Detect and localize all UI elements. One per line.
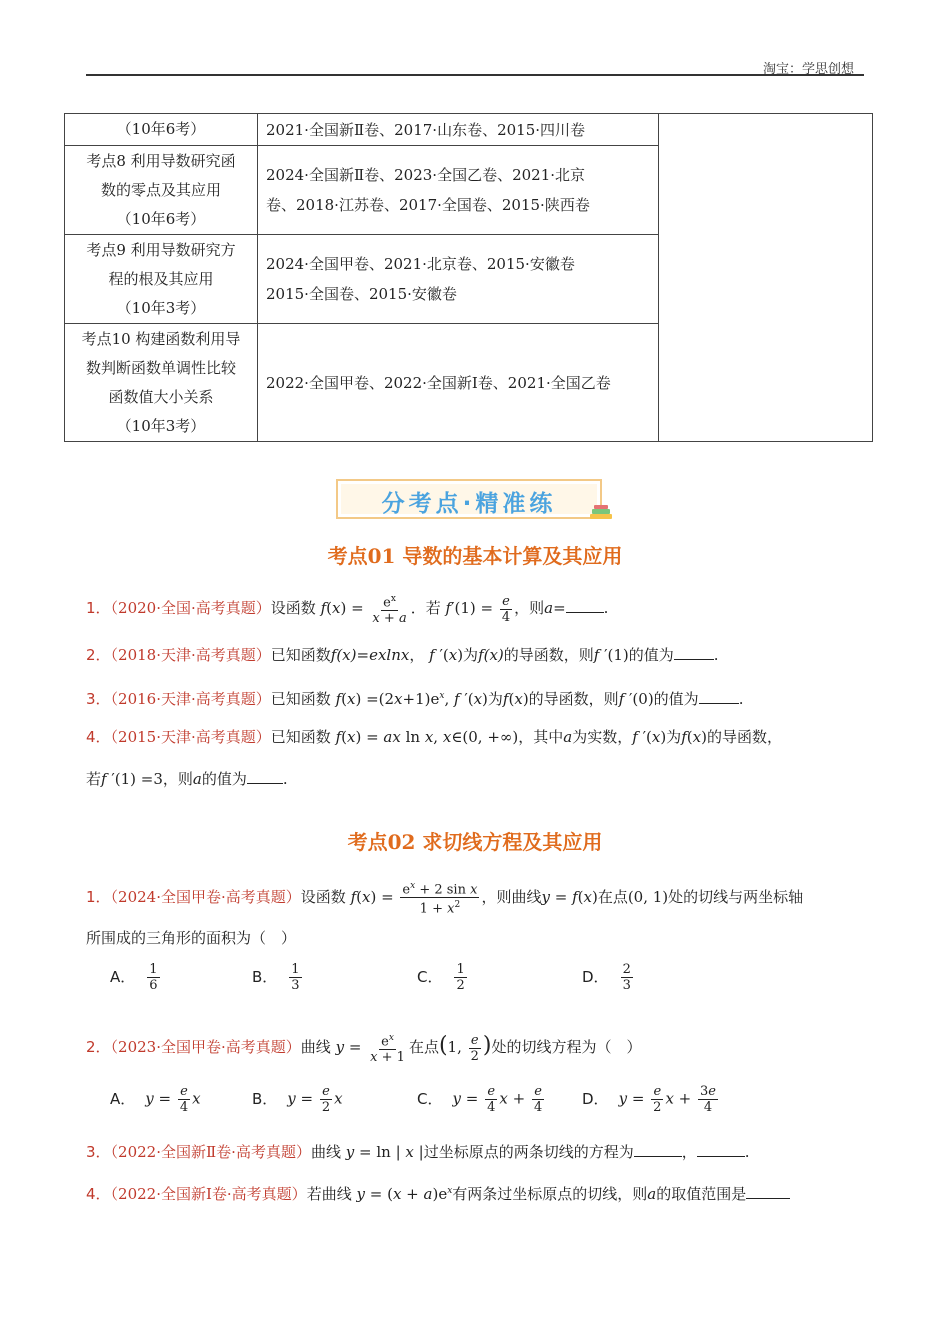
table-row: [65, 114, 873, 146]
formula-fraction: $\frac{e^x}{x + 1}$: [370, 1033, 405, 1066]
papers-cell: 2024·全国甲卷、2021·北京卷、2015·安徽卷 2015·全国卷、2015·安徽卷: [258, 235, 659, 324]
papers-cell: 2024·全国新Ⅱ卷、2023·全国乙卷、2021·北京 卷、2018·江苏卷、2017·全国卷、2015·陕西卷: [258, 146, 659, 235]
option-a[interactable]: A． $\frac{1}{6}$: [110, 962, 158, 993]
formula-fraction: $\frac{e^x + 2 \sin x}{1 + x^2}$: [402, 881, 478, 917]
question-2-3: 3．（2022·全国新Ⅱ卷·高考真题）曲线 y = ln | x |过坐标原点的两条切线的方程为 ， .: [86, 1143, 750, 1161]
papers-cell: 2022·全国甲卷、2022·全国新Ⅰ卷、2021·全国乙卷: [258, 324, 659, 442]
answer-blank[interactable]: [674, 659, 714, 660]
option-b[interactable]: B． y = $\frac{e}{2}$ x: [252, 1084, 343, 1115]
option-a[interactable]: A． y = $\frac{e}{4}$ x: [110, 1084, 201, 1115]
answer-blank[interactable]: [566, 612, 604, 613]
formula-fraction: $\frac{e^x}{x + a}$: [372, 594, 407, 627]
option-c[interactable]: C． y = $\frac{e}{4}$ x + $\frac{e}{4}$: [417, 1084, 543, 1115]
topic-cell: 考点10 构建函数利用导 数判断函数单调性比较 函数值大小关系 （10年3考）: [65, 324, 258, 442]
question-1-4: 4．（2015·天津·高考真题）已知函数 f(x) = ax ln x, x∈(0, +∞)，其中a为实数，f ′(x)为f(x)的导函数，: [86, 728, 782, 746]
option-d[interactable]: D． y = $\frac{e}{2}$ x + $\frac{3e}{4}$: [582, 1084, 716, 1115]
blank-cell: [659, 114, 873, 442]
topic-cell: （10年6考）: [65, 114, 258, 146]
section-title: 考点02 求切线方程及其应用: [347, 830, 603, 854]
answer-blank[interactable]: [699, 703, 739, 704]
question-1-2: 2．（2018·天津·高考真题）已知函数f(x)=exlnx， f ′(x)为f(x)的导函数，则f ′(1)的值为 .: [86, 646, 719, 664]
question-1-4-cont: 若f ′(1) =3，则a的值为 .: [86, 770, 288, 788]
section-title: 考点01 导数的基本计算及其应用: [327, 544, 623, 568]
section-banner: [336, 479, 602, 519]
question-2-1: 1．（2024·全国甲卷·高考真题）设函数 f(x) = $\frac{e^x + 2 \sin x}{1 + x^2}$ ，则曲线y = f(x)在点(0, 1)处的切线与两坐标轴: [86, 881, 804, 917]
header-divider: [86, 74, 864, 76]
books-icon: [588, 504, 614, 522]
option-b[interactable]: B． $\frac{1}{3}$: [252, 962, 300, 993]
question-1-3: 3．（2016·天津·高考真题）已知函数 $f(x) =(2x+1)e^x$, f ′(x)为f(x)的导函数，则f ′(0)的值为 .: [86, 690, 744, 708]
question-1-1: 1．（2020·全国·高考真题）设函数 f(x) = $\frac{e^x}{x + a}$ ．若 f′(1) = $\frac{e}{4}$ ，则a= .: [86, 593, 609, 627]
formula-fraction: $\frac{e}{4}$: [501, 593, 511, 625]
topic-cell: 考点9 利用导数研究方 程的根及其应用 （10年3考）: [65, 235, 258, 324]
answer-blank[interactable]: [746, 1198, 790, 1199]
answer-blank[interactable]: [697, 1156, 745, 1157]
option-d[interactable]: D． $\frac{2}{3}$: [582, 962, 631, 993]
exam-topic-table: [64, 113, 873, 442]
topic-cell: 考点8 利用导数研究函 数的零点及其应用 （10年6考）: [65, 146, 258, 235]
answer-blank[interactable]: [634, 1156, 682, 1157]
banner-title: 分考点·精准练: [381, 491, 557, 517]
question-2-2: 2．（2023·全国甲卷·高考真题）曲线 y = $\frac{e^x}{x + 1}$ 在点(1, $\frac{e}{2}$ )处的切线方程为（ ）: [86, 1032, 642, 1066]
option-c[interactable]: C． $\frac{1}{2}$: [417, 962, 465, 993]
answer-blank[interactable]: [247, 783, 283, 784]
papers-cell: 2021·全国新Ⅱ卷、2017·山东卷、2015·四川卷: [258, 114, 659, 146]
question-2-4: 4．（2022·全国新Ⅰ卷·高考真题）若曲线 $y = (x + a)e^x$有两条过坐标原点的切线，则a的取值范围是: [86, 1180, 790, 1205]
header-shop-name: 淘宝：学思创想: [763, 62, 855, 77]
question-2-1-cont: 所围成的三角形的面积为（ ）: [86, 929, 297, 947]
